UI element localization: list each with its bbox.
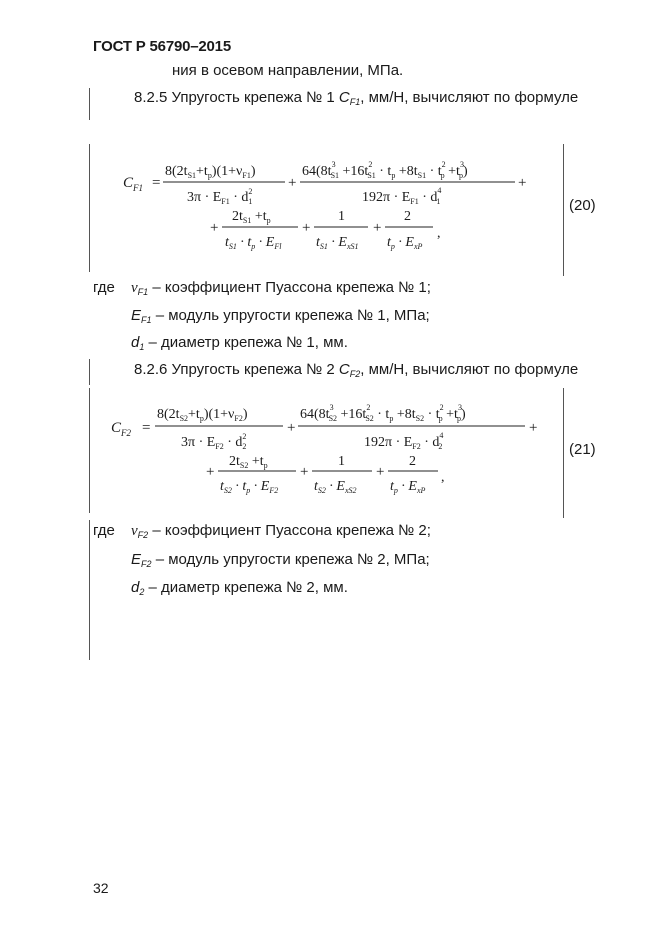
eq21-r2-t3-den: $t_p \cdot E_{xP}$ [390,479,426,495]
eq20-r2-t1-num: $2t_{S1} +t_p$ [232,209,271,225]
section-8-2-6-suffix: , мм/Н, вычисляют по формуле [360,361,579,378]
eq20-t2-den: $192\pi \cdot E_{F1} \cdot d^4$ 1 [362,186,442,206]
eq21-r2-t3-num: 2 [409,454,416,469]
eq20-number: (20) [569,197,596,214]
eq21-plus-4: + [300,464,309,480]
where1-item-nu: $\nu_{F1}$ – коэффициент Пуассона крепежа № 1; [131,279,431,297]
where1-gde: где [93,279,115,296]
eq20-plus-5: + [373,220,382,236]
eq21-comma: , [441,470,445,485]
eq21-t1-num: $8(2t_{S2}+t_p)(1+\nu_{F2})$ [157,407,248,423]
section-8-2-5-suffix: , мм/Н, вычисляют по формуле [360,89,579,106]
eq21-r2-t2-num: 1 [338,454,345,469]
eq21-left-bar [89,388,90,513]
eq21-r2-t2-den: $t_{S2} \cdot E_{xS2}$ [314,479,357,495]
eq20-plus-4: + [302,220,311,236]
eq21-t1-den: $3\pi \cdot E_{F2} \cdot d_22$ [181,432,247,451]
eq21-t2-num: $64(8t^3$ $S2 +16t^2$ $S2 \cdot t_p +8t_{S2} \cdot t^2$ $p +t^3$ p) [300,403,466,423]
eq20-r2-t2-num: 1 [338,209,345,224]
continuation-text: ния в осевом направлении, МПа. [172,62,404,79]
where1-item-d: $d_1$ – диаметр крепежа № 1, мм. [131,334,348,352]
eq21-lhs: $C_{F2}$ [111,420,132,438]
eq21-t2-den: $192\pi \cdot E_{F2} \cdot d^4$ 2 [364,431,444,451]
eq21-r2-t1-num: $2t_{S2} +t_p$ [229,454,268,470]
eq21-equals: = [142,420,151,436]
where2-item-d: $d_2$ – диаметр крепежа № 2, мм. [131,579,348,597]
section-8-2-5-prefix: 8.2.5 Упругость крепежа № 1 [134,89,339,106]
where2-gde: где [93,522,115,539]
eq20-lhs: $C_{F1}$ [123,175,144,193]
eq21-plus-2: + [529,420,538,436]
eq20-plus-1: + [288,175,297,191]
eq21-plus-5: + [376,464,385,480]
where2-item-nu: $\nu_{F2}$ – коэффициент Пуассона крепежа № 2; [131,522,431,540]
eq21-r2-t1-den: $t_{S2} \cdot t_p \cdot E_{F2}$ [220,479,279,495]
eq21-plus-3: + [206,464,215,480]
eq21-number: (21) [569,441,596,458]
margin-line-2 [89,359,90,385]
eq20-plus-2: + [518,175,527,191]
document-header: ГОСТ Р 56790–2015 [93,38,231,55]
section-8-2-6-symbol: C [338,361,350,378]
eq20-t1-num: $8(2t_{S1}+t_p)(1+\nu_{F1})$ [165,164,256,180]
eq20-comma: , [437,226,441,241]
eq20-r2-t3-den: $t_p \cdot E_{xP}$ [387,235,423,251]
where1-item-e: $E_{F1}$ – модуль упругости крепежа № 1, МПа; [131,307,430,325]
eq20-equals: = [152,175,161,191]
eq20-r2-t1-den: $t_{S1} \cdot t_p \cdot E_{Fl}$ [225,235,282,251]
page-number: 32 [93,880,109,896]
eq21-right-bar [563,388,564,518]
eq20-plus-3: + [210,220,219,236]
section-8-2-5-symbol: C [338,89,350,106]
section-8-2-6-prefix: 8.2.6 Упругость крепежа № 2 [134,361,339,378]
eq20-t2-num: $64(8t^3$ $S1 +16t^2$ $S1 \cdot t_p +8t_{S1} \cdot t^2$ $p +t^3$ p) [302,160,468,180]
equation-21 [111,403,537,495]
section-8-2-5-symbol-sub: F1 [349,97,361,107]
eq20-r2-t3-num: 2 [404,209,411,224]
eq20-t1-den: $3\pi \cdot E_{F1} \cdot d_12$ [187,187,253,206]
where2-item-e: $E_{F2}$ – модуль упругости крепежа № 2, МПа; [131,551,430,569]
eq21-plus-1: + [287,420,296,436]
equation-20 [123,160,526,251]
section-8-2-6-symbol-sub: F2 [349,369,361,379]
margin-line-3 [89,520,90,660]
eq20-r2-t2-den: $t_{S1} \cdot E_{xS1}$ [316,235,359,251]
section-8-2-6 [134,361,578,379]
